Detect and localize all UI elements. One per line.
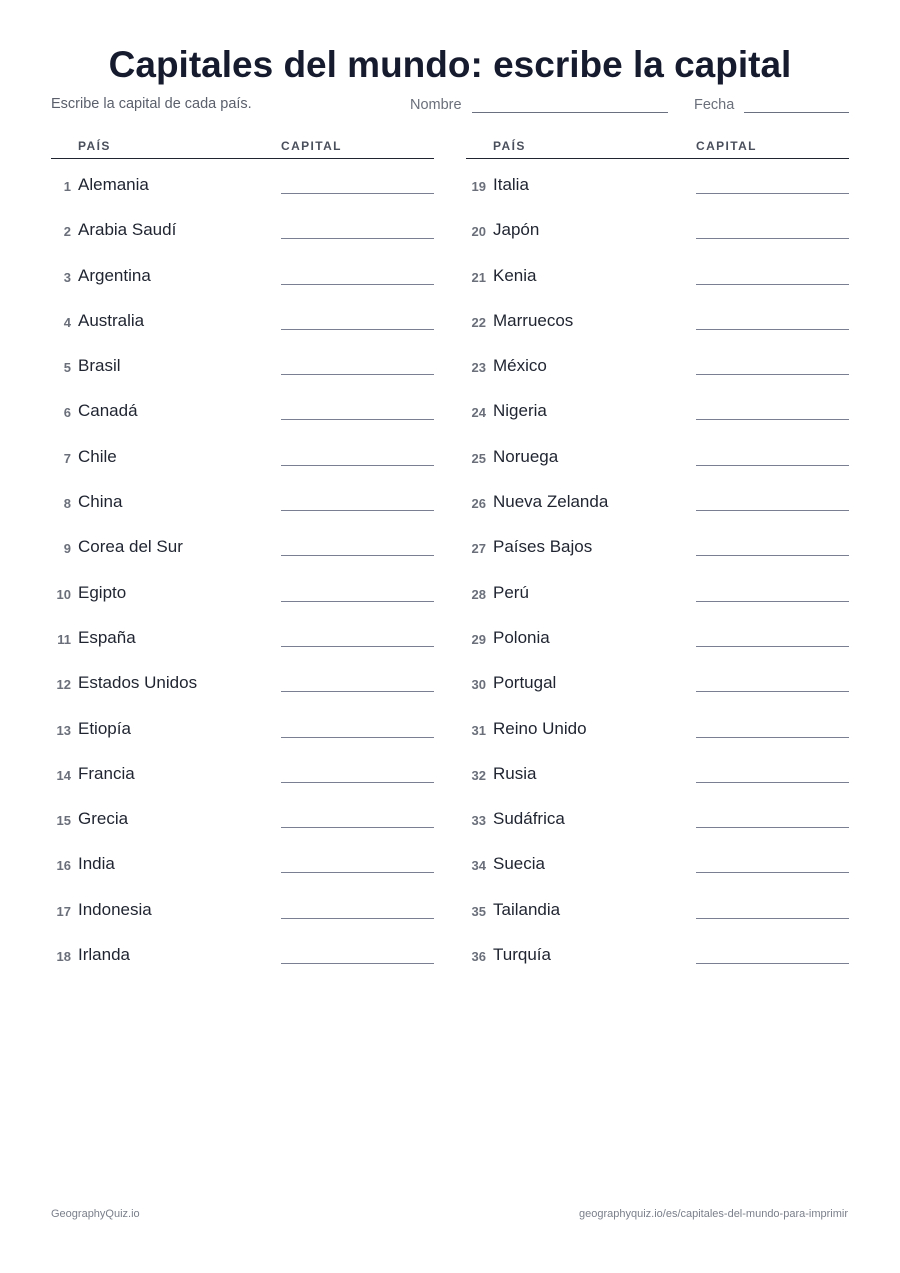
country-name: Tailandia	[493, 899, 561, 919]
item-number: 25	[471, 450, 486, 466]
capital-answer-line[interactable]	[281, 827, 434, 828]
footer-url: geographyquiz.io/es/capitales-del-mundo-para-imprimir	[578, 1208, 848, 1220]
item-number: 31	[471, 722, 486, 738]
list-item	[51, 703, 434, 748]
list-item	[51, 567, 434, 612]
list-item	[466, 929, 849, 974]
country-name: Países Bajos	[493, 537, 593, 557]
country-name: Grecia	[78, 809, 129, 829]
item-number: 34	[471, 858, 486, 874]
capital-answer-line[interactable]	[696, 238, 849, 239]
item-number: 29	[471, 631, 486, 647]
capital-answer-line[interactable]	[696, 646, 849, 647]
item-number: 26	[471, 496, 486, 512]
country-name: Indonesia	[78, 899, 152, 919]
country-name: Francia	[78, 763, 135, 783]
capital-header: CAPITAL	[281, 139, 342, 153]
list-item	[51, 748, 434, 793]
worksheet-title: Capitales del mundo: escribe la capital	[108, 44, 792, 85]
list-item	[466, 793, 849, 838]
capital-answer-line[interactable]	[696, 963, 849, 964]
country-name: México	[493, 356, 547, 376]
capital-answer-line[interactable]	[281, 872, 434, 873]
list-item	[51, 340, 434, 385]
list-item	[51, 929, 434, 974]
instructions-text: Escribe la capital de cada país.	[51, 96, 252, 112]
capital-answer-line[interactable]	[281, 963, 434, 964]
capital-answer-line[interactable]	[281, 918, 434, 919]
country-name: Australia	[78, 310, 145, 330]
country-name: Egipto	[78, 582, 127, 602]
capital-answer-line[interactable]	[281, 646, 434, 647]
item-number: 35	[471, 903, 486, 919]
capital-answer-line[interactable]	[281, 601, 434, 602]
item-number: 17	[56, 903, 71, 919]
country-name: Italia	[493, 175, 529, 194]
left-column	[51, 138, 434, 974]
capital-answer-line[interactable]	[281, 284, 434, 285]
item-number: 13	[56, 722, 71, 738]
country-name: Corea del Sur	[78, 537, 183, 557]
item-number: 28	[471, 586, 486, 602]
capital-answer-line[interactable]	[696, 284, 849, 285]
capital-answer-line[interactable]	[281, 238, 434, 239]
name-label: Nombre	[410, 97, 462, 113]
list-item	[466, 567, 849, 612]
country-name: Nueva Zelanda	[493, 492, 609, 512]
country-name: Argentina	[78, 265, 151, 285]
item-number: 20	[471, 224, 486, 240]
country-name: China	[78, 492, 123, 512]
country-name: Canadá	[78, 401, 138, 421]
list-item	[466, 838, 849, 883]
country-name: Japón	[493, 220, 540, 240]
country-name: Turquía	[493, 945, 551, 965]
country-name: Irlanda	[78, 945, 130, 965]
list-item	[51, 612, 434, 657]
list-item	[51, 431, 434, 476]
country-name: Marruecos	[493, 310, 574, 330]
list-item	[51, 838, 434, 883]
capital-answer-line[interactable]	[696, 872, 849, 873]
capital-answer-line[interactable]	[281, 329, 434, 330]
country-name: Nigeria	[493, 401, 547, 421]
capital-answer-line[interactable]	[696, 510, 849, 511]
date-label: Fecha	[694, 97, 735, 113]
capital-answer-line[interactable]	[281, 465, 434, 466]
country-name: Chile	[78, 446, 117, 466]
item-number: 9	[63, 541, 71, 557]
capital-answer-line[interactable]	[281, 193, 434, 194]
list-item	[51, 250, 434, 295]
name-blank-line[interactable]	[472, 96, 668, 113]
country-name: Portugal	[493, 673, 557, 693]
country-name: Suecia	[493, 854, 545, 874]
list-item	[466, 431, 849, 476]
left-country-list	[51, 159, 434, 974]
list-item	[51, 521, 434, 566]
list-item	[466, 204, 849, 249]
list-item	[466, 748, 849, 793]
capital-answer-line[interactable]	[696, 691, 849, 692]
capital-answer-line[interactable]	[696, 329, 849, 330]
date-field[interactable]	[694, 96, 849, 113]
capital-header: CAPITAL	[696, 139, 757, 153]
item-number: 23	[471, 360, 486, 376]
list-item	[466, 385, 849, 430]
capital-answer-line[interactable]	[281, 737, 434, 738]
item-number: 12	[56, 677, 71, 693]
country-name: Sudáfrica	[493, 809, 565, 829]
item-number: 6	[63, 405, 71, 421]
list-item	[51, 476, 434, 521]
item-number: 16	[56, 858, 71, 874]
item-number: 8	[63, 496, 71, 512]
capital-answer-line[interactable]	[696, 827, 849, 828]
list-item	[51, 204, 434, 249]
country-name: Etiopía	[78, 718, 131, 738]
capital-answer-line[interactable]	[696, 737, 849, 738]
country-name: Polonia	[493, 627, 550, 647]
right-column	[466, 138, 849, 974]
item-number: 30	[471, 677, 486, 693]
right-country-list	[466, 159, 849, 974]
list-item	[51, 793, 434, 838]
item-number: 33	[471, 813, 486, 829]
capital-answer-line[interactable]	[281, 691, 434, 692]
list-item	[51, 385, 434, 430]
item-number: 22	[471, 314, 486, 330]
capital-answer-line[interactable]	[696, 601, 849, 602]
item-number: 21	[471, 269, 486, 285]
item-number: 5	[63, 360, 71, 376]
capital-answer-line[interactable]	[696, 782, 849, 783]
list-item	[466, 476, 849, 521]
country-name: Perú	[493, 582, 529, 602]
right-column-header	[466, 138, 849, 159]
list-item	[466, 159, 849, 204]
country-name: Alemania	[78, 175, 149, 194]
country-name: Arabia Saudí	[78, 220, 177, 240]
country-header: PAÍS	[493, 139, 526, 153]
list-item	[466, 250, 849, 295]
list-item	[51, 884, 434, 929]
list-item	[466, 340, 849, 385]
capital-answer-line[interactable]	[281, 510, 434, 511]
list-item	[51, 159, 434, 204]
country-name: Rusia	[493, 763, 537, 783]
list-item	[466, 295, 849, 340]
country-name: España	[78, 627, 136, 647]
item-number: 11	[57, 631, 71, 647]
left-column-header	[51, 138, 434, 159]
capital-answer-line[interactable]	[696, 918, 849, 919]
item-number: 32	[471, 767, 486, 783]
list-item	[51, 657, 434, 702]
list-item	[466, 612, 849, 657]
item-number: 19	[471, 179, 486, 194]
footer-brand: GeographyQuiz.io	[51, 1208, 140, 1220]
item-number: 4	[63, 314, 71, 330]
country-name: Kenia	[493, 265, 537, 285]
name-field[interactable]	[410, 96, 668, 113]
country-name: Noruega	[493, 446, 559, 466]
list-item	[51, 295, 434, 340]
capital-answer-line[interactable]	[696, 193, 849, 194]
list-item	[466, 657, 849, 702]
item-number: 1	[63, 179, 71, 194]
item-number: 27	[471, 541, 486, 557]
capital-answer-line[interactable]	[281, 374, 434, 375]
item-number: 14	[56, 767, 71, 783]
country-name: Brasil	[78, 356, 121, 376]
capital-answer-line[interactable]	[281, 782, 434, 783]
country-name: India	[78, 854, 115, 874]
list-item	[466, 703, 849, 748]
capital-answer-line[interactable]	[281, 555, 434, 556]
item-number: 24	[471, 405, 486, 421]
capital-answer-line[interactable]	[696, 555, 849, 556]
item-number: 15	[56, 813, 71, 829]
capital-answer-line[interactable]	[696, 465, 849, 466]
list-item	[466, 521, 849, 566]
item-number: 18	[56, 949, 71, 965]
capital-answer-line[interactable]	[696, 419, 849, 420]
item-number: 2	[63, 224, 71, 240]
country-name: Reino Unido	[493, 718, 587, 738]
item-number: 10	[56, 586, 71, 602]
item-number: 36	[471, 949, 486, 965]
date-blank-line[interactable]	[744, 96, 849, 113]
item-number: 3	[63, 269, 71, 285]
capital-answer-line[interactable]	[696, 374, 849, 375]
country-name: Estados Unidos	[78, 673, 198, 693]
country-header: PAÍS	[78, 139, 111, 153]
list-item	[466, 884, 849, 929]
item-number: 7	[63, 450, 71, 466]
capital-answer-line[interactable]	[281, 419, 434, 420]
